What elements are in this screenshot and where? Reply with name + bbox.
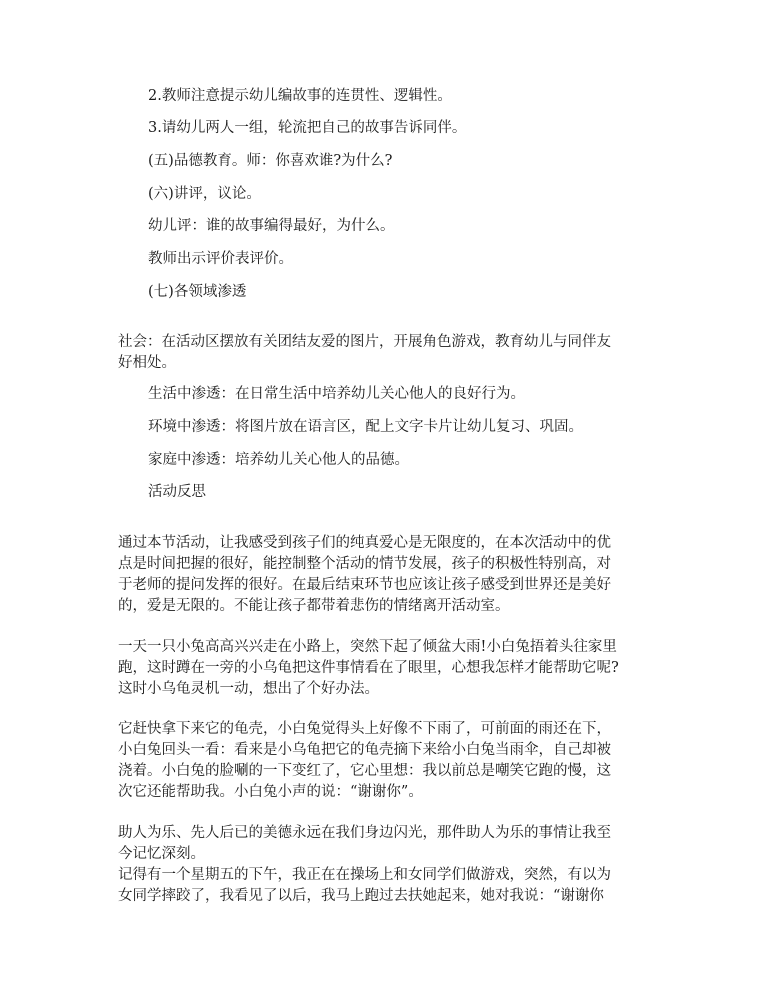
item-3: 3.请幼儿两人一组，轮流把自己的故事告诉同伴。: [148, 120, 467, 136]
text-line: 次它还能帮助我。小白兔小声的说：“谢谢你”。: [118, 784, 423, 800]
text-line: 于老师的提问发挥的很好。在最后结束环节也应该让孩子感受到世界还是美好: [118, 577, 611, 593]
item-review: (六)讲评，议论。: [148, 186, 261, 202]
life-penetration: 生活中渗透：在日常生活中培养幼儿关心他人的良好行为。: [148, 386, 525, 402]
environment-penetration: 环境中渗透：将图片放在语言区，配上文字卡片让幼儿复习、巩固。: [148, 419, 583, 435]
social-paragraph: [118, 332, 654, 374]
item-2: 2.教师注意提示幼儿编故事的连贯性、逻辑性。: [148, 88, 452, 104]
text-line: 社会：在活动区摆放有关团结友爱的图片，开展角色游戏，教育幼儿与同伴友: [118, 334, 611, 350]
item-moral-education: (五)品德教育。师：你喜欢谁?为什么?: [148, 153, 393, 169]
text-line: 记得有一个星期五的下午，我正在在操场上和女同学们做游戏，突然，有以为: [118, 867, 611, 883]
text-line: 的，爱是无限的。不能让孩子都带着悲伤的情绪离开活动室。: [118, 598, 510, 614]
reflection-paragraph: [118, 533, 654, 617]
text-line: 通过本节活动，让我感受到孩子们的纯真爱心是无限度的，在本次活动中的优: [118, 535, 611, 551]
text-line: 跑，这时蹲在一旁的小乌龟把这件事情看在了眼里，心想我怎样才能帮助它呢?: [118, 660, 619, 676]
story-paragraph-1: [118, 637, 654, 700]
text-line: 好相处。: [118, 355, 176, 371]
family-penetration: 家庭中渗透：培养幼儿关心他人的品德。: [148, 452, 409, 468]
text-line: 助人为乐、先人后已的美德永远在我们身边闪光，那件助人为乐的事情让我至: [118, 825, 611, 841]
essay-paragraph: [118, 823, 654, 907]
text-line: 一天一只小兔高高兴兴走在小路上，突然下起了倾盆大雨!小白兔捂着头往家里: [118, 639, 617, 655]
story-paragraph-2: [118, 719, 654, 803]
text-line: 女同学摔跤了，我看见了以后，我马上跑过去扶她起来，她对我说：“谢谢你: [118, 888, 604, 904]
text-line: 今记忆深刻。: [118, 846, 205, 862]
item-domain-penetration: (七)各领域渗透: [148, 284, 247, 300]
text-line: 它赶快拿下来它的龟壳，小白兔觉得头上好像不下雨了，可前面的雨还在下，: [118, 721, 611, 737]
activity-reflection-heading: 活动反思: [148, 484, 206, 500]
item-teacher-evaluation: 教师出示评价表评价。: [148, 251, 293, 267]
text-line: 浇着。小白兔的脸唰的一下变红了，它心里想：我以前总是嘲笑它跑的慢，这: [118, 763, 611, 779]
item-child-review: 幼儿评：谁的故事编得最好，为什么。: [148, 218, 395, 234]
text-line: 点是时间把握的很好，能控制整个活动的情节发展，孩子的积极性特别高，对: [118, 556, 611, 572]
text-line: 这时小乌龟灵机一动，想出了个好办法。: [118, 681, 379, 697]
text-line: 小白兔回头一看：看来是小乌龟把它的龟壳摘下来给小白兔当雨伞，自己却被: [118, 742, 611, 758]
